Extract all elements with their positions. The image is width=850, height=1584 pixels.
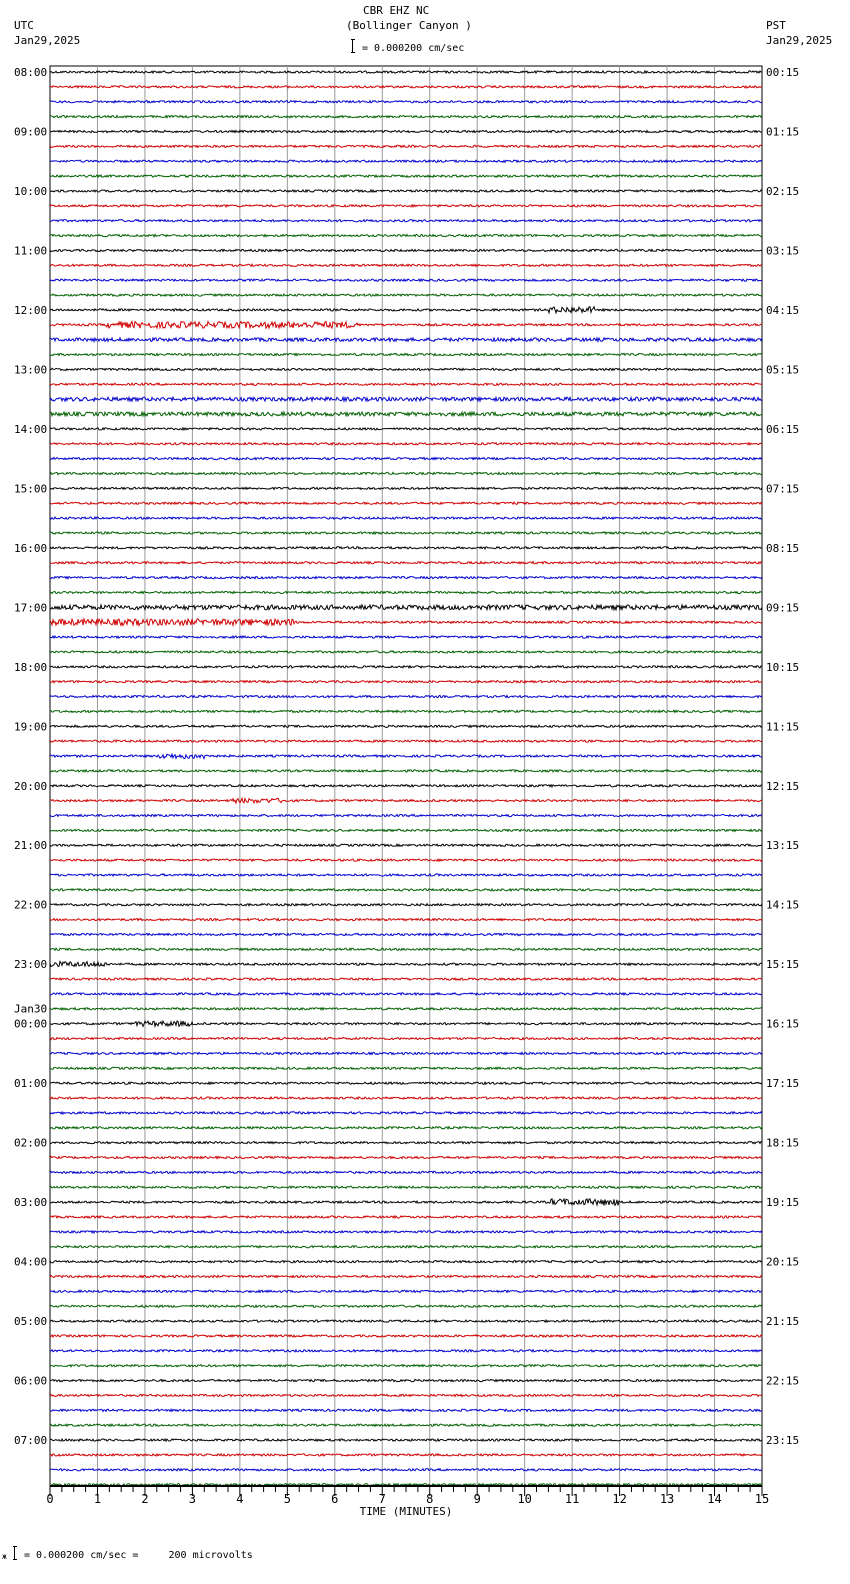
seismic-trace bbox=[50, 1320, 762, 1322]
right-hour-label: 13:15 bbox=[766, 839, 800, 853]
left-hour-label: 10:00 bbox=[14, 184, 48, 198]
right-hour-label: 04:15 bbox=[766, 303, 800, 317]
seismic-trace bbox=[50, 798, 762, 803]
seismic-trace bbox=[50, 1021, 762, 1026]
left-hour-label: 11:00 bbox=[14, 244, 48, 258]
seismic-trace bbox=[50, 919, 762, 921]
seismic-trace bbox=[50, 1186, 762, 1188]
seismic-trace bbox=[50, 1231, 762, 1233]
seismic-trace bbox=[50, 904, 762, 906]
right-hour-label: 16:15 bbox=[766, 1017, 800, 1031]
seismic-trace bbox=[50, 235, 762, 237]
seismic-trace bbox=[50, 1142, 762, 1144]
seismic-trace bbox=[50, 1127, 762, 1129]
seismic-trace bbox=[50, 1097, 762, 1099]
seismic-trace bbox=[50, 1082, 762, 1084]
scale-label: = 0.000200 cm/sec bbox=[362, 43, 465, 54]
seismic-trace bbox=[50, 1171, 762, 1173]
seismic-trace bbox=[50, 889, 762, 891]
left-timezone: UTC bbox=[14, 19, 34, 32]
seismic-trace bbox=[50, 307, 762, 313]
right-hour-label: 18:15 bbox=[766, 1136, 800, 1150]
x-tick-label: 12 bbox=[612, 1492, 627, 1506]
seismic-trace bbox=[50, 1038, 762, 1040]
right-hour-label: 21:15 bbox=[766, 1315, 800, 1329]
seismic-trace bbox=[50, 619, 762, 626]
left-hour-label: 22:00 bbox=[14, 898, 48, 912]
seismic-trace bbox=[50, 249, 762, 251]
x-tick-label: 0 bbox=[46, 1492, 54, 1506]
seismic-trace bbox=[50, 412, 762, 416]
x-tick-label: 9 bbox=[473, 1492, 481, 1506]
seismic-trace bbox=[50, 1305, 762, 1307]
seismic-trace bbox=[50, 1112, 762, 1114]
left-hour-label: 21:00 bbox=[14, 839, 48, 853]
right-hour-label: 11:15 bbox=[766, 720, 800, 734]
right-hour-label: 00:15 bbox=[766, 66, 800, 79]
seismic-trace bbox=[50, 577, 762, 579]
seismic-trace bbox=[50, 1350, 762, 1352]
x-tick-label: 5 bbox=[283, 1492, 291, 1506]
right-hour-label: 02:15 bbox=[766, 184, 800, 198]
seismic-trace bbox=[50, 205, 762, 207]
seismic-trace bbox=[50, 710, 762, 712]
right-hour-label: 23:15 bbox=[766, 1434, 800, 1448]
seismic-trace bbox=[50, 562, 762, 564]
right-hour-label: 19:15 bbox=[766, 1196, 800, 1210]
left-hour-label: 00:00 bbox=[14, 1017, 48, 1031]
seismic-trace bbox=[50, 116, 762, 118]
x-tick-label: 7 bbox=[378, 1492, 386, 1506]
x-tick-label: 3 bbox=[188, 1492, 197, 1506]
x-tick-label: 15 bbox=[754, 1492, 770, 1506]
right-hour-label: 14:15 bbox=[766, 898, 800, 912]
seismic-trace bbox=[50, 844, 762, 846]
seismic-trace bbox=[50, 785, 762, 787]
seismic-trace bbox=[50, 279, 762, 281]
right-hour-label: 05:15 bbox=[766, 363, 800, 377]
seismic-trace bbox=[50, 1199, 762, 1206]
right-hour-label: 03:15 bbox=[766, 244, 800, 258]
x-tick-label: 1 bbox=[93, 1492, 102, 1506]
seismic-trace bbox=[50, 1290, 762, 1292]
seismic-trace bbox=[50, 487, 762, 489]
left-hour-label: 02:00 bbox=[14, 1136, 48, 1150]
seismic-trace bbox=[50, 517, 762, 519]
left-hour-label: 06:00 bbox=[14, 1374, 48, 1388]
left-hour-label: 23:00 bbox=[14, 958, 48, 972]
seismic-trace bbox=[50, 71, 762, 73]
right-hour-label: 09:15 bbox=[766, 601, 800, 615]
seismic-trace bbox=[50, 443, 762, 445]
right-hour-label: 15:15 bbox=[766, 958, 800, 972]
seismic-trace bbox=[50, 428, 762, 430]
seismic-trace bbox=[50, 681, 762, 683]
x-tick-label: 4 bbox=[236, 1492, 244, 1506]
seismic-trace bbox=[50, 859, 762, 861]
x-tick-label: 14 bbox=[707, 1492, 722, 1506]
seismic-trace bbox=[50, 1052, 762, 1054]
seismic-trace bbox=[50, 814, 762, 816]
left-hour-label: 14:00 bbox=[14, 422, 48, 436]
x-tick-label: 6 bbox=[331, 1492, 339, 1506]
seismic-trace bbox=[50, 695, 762, 697]
seismic-trace bbox=[50, 948, 762, 950]
seismic-trace bbox=[50, 130, 762, 132]
x-tick-label: 2 bbox=[141, 1492, 149, 1506]
seismic-trace bbox=[50, 1008, 762, 1010]
seismic-trace bbox=[50, 264, 762, 266]
seismic-trace bbox=[50, 294, 762, 296]
seismic-trace bbox=[50, 591, 762, 593]
seismic-trace bbox=[50, 86, 762, 88]
seismic-trace bbox=[50, 190, 762, 192]
seismic-trace bbox=[50, 605, 762, 610]
left-hour-label: 09:00 bbox=[14, 125, 48, 139]
seismic-trace bbox=[50, 829, 762, 831]
seismic-trace bbox=[50, 175, 762, 177]
seismic-trace bbox=[50, 978, 762, 980]
station-title: CBR EHZ NC bbox=[363, 4, 430, 17]
seismic-trace bbox=[50, 397, 762, 401]
footer-scale-bar-icon bbox=[13, 1546, 17, 1560]
seismic-trace bbox=[50, 1216, 762, 1218]
seismic-trace bbox=[50, 1454, 762, 1456]
right-timezone: PST bbox=[766, 19, 786, 32]
seismic-trace bbox=[50, 1380, 762, 1382]
seismic-trace bbox=[50, 160, 762, 162]
seismic-trace bbox=[50, 754, 762, 758]
seismic-trace bbox=[50, 353, 762, 355]
seismic-trace bbox=[50, 1275, 762, 1277]
seismic-trace bbox=[50, 666, 762, 668]
seismic-trace bbox=[50, 338, 762, 342]
seismic-trace bbox=[50, 1067, 762, 1069]
right-date: Jan29,2025 bbox=[766, 34, 833, 47]
left-hour-label: 16:00 bbox=[14, 541, 48, 555]
seismic-trace bbox=[50, 458, 762, 460]
right-hour-label: 08:15 bbox=[766, 541, 800, 555]
seismic-trace bbox=[50, 472, 762, 474]
seismic-trace bbox=[50, 383, 762, 385]
left-hour-label: 20:00 bbox=[14, 779, 48, 793]
right-hour-label: 06:15 bbox=[766, 422, 800, 436]
left-hour-label: 17:00 bbox=[14, 601, 48, 615]
seismic-trace bbox=[50, 725, 762, 727]
seismic-trace bbox=[50, 101, 762, 103]
seismic-trace bbox=[50, 1409, 762, 1411]
seismic-trace bbox=[50, 770, 762, 772]
seismic-trace bbox=[50, 1394, 762, 1396]
seismic-trace bbox=[50, 1246, 762, 1248]
right-hour-label: 22:15 bbox=[766, 1374, 800, 1388]
x-tick-label: 8 bbox=[426, 1492, 434, 1506]
seismic-trace bbox=[50, 993, 762, 995]
seismic-trace bbox=[50, 1365, 762, 1367]
seismic-trace bbox=[50, 1439, 762, 1441]
station-location: (Bollinger Canyon ) bbox=[346, 19, 472, 32]
seismic-trace bbox=[50, 1261, 762, 1263]
seismic-trace bbox=[50, 547, 762, 549]
left-hour-label: 19:00 bbox=[14, 720, 48, 734]
right-hour-label: 01:15 bbox=[766, 125, 800, 139]
x-tick-label: 13 bbox=[659, 1492, 675, 1506]
left-date: Jan29,2025 bbox=[14, 34, 81, 47]
left-hour-label: 15:00 bbox=[14, 482, 48, 496]
seismic-trace bbox=[50, 933, 762, 935]
day-change-label: Jan30 bbox=[14, 1002, 48, 1016]
seismic-trace bbox=[50, 740, 762, 742]
left-hour-label: 13:00 bbox=[14, 363, 48, 377]
left-hour-label: 01:00 bbox=[14, 1077, 48, 1091]
left-hour-label: 05:00 bbox=[14, 1315, 48, 1329]
left-hour-label: 08:00 bbox=[14, 66, 48, 79]
seismic-trace bbox=[50, 636, 762, 638]
seismic-trace bbox=[50, 532, 762, 534]
seismic-trace bbox=[50, 502, 762, 504]
seismic-trace bbox=[50, 322, 762, 329]
x-tick-label: 10 bbox=[517, 1492, 532, 1506]
seismic-trace bbox=[50, 1469, 762, 1471]
footer-scale-note: = 0.000200 cm/sec = 200 microvolts bbox=[24, 1550, 253, 1561]
seismic-trace bbox=[50, 1156, 762, 1158]
right-hour-label: 10:15 bbox=[766, 660, 800, 674]
seismic-trace bbox=[50, 651, 762, 653]
seismic-trace bbox=[50, 368, 762, 370]
right-hour-label: 20:15 bbox=[766, 1255, 800, 1269]
x-tick-label: 11 bbox=[564, 1492, 580, 1506]
right-hour-label: 17:15 bbox=[766, 1077, 800, 1091]
seismic-trace bbox=[50, 874, 762, 876]
x-axis-label: TIME (MINUTES) bbox=[359, 1505, 453, 1518]
left-hour-label: 03:00 bbox=[14, 1196, 48, 1210]
seismic-trace bbox=[50, 1335, 762, 1337]
left-hour-label: 07:00 bbox=[14, 1434, 48, 1448]
seismic-trace bbox=[50, 220, 762, 222]
left-hour-label: 12:00 bbox=[14, 303, 48, 317]
seismic-trace bbox=[50, 145, 762, 147]
seismic-trace bbox=[50, 1424, 762, 1426]
footer-mark: ж bbox=[2, 1552, 7, 1561]
right-hour-label: 12:15 bbox=[766, 779, 800, 793]
seismic-trace bbox=[50, 962, 762, 967]
left-hour-label: 04:00 bbox=[14, 1255, 48, 1269]
left-hour-label: 18:00 bbox=[14, 660, 48, 674]
right-hour-label: 07:15 bbox=[766, 482, 800, 496]
